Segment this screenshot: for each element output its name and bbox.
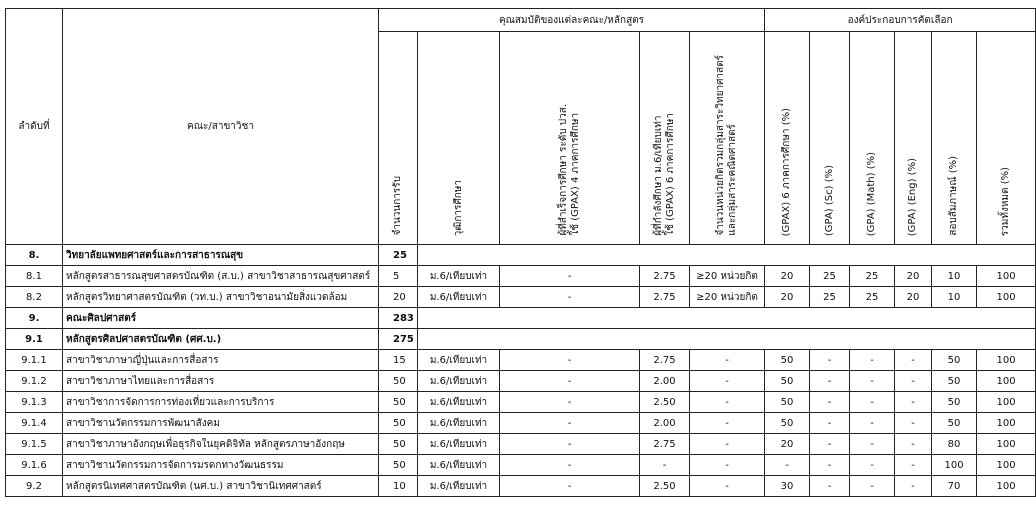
header-group-selection: องค์ประกอบการคัดเลือก (765, 9, 1036, 32)
row-number: 8. (6, 245, 63, 266)
row-m6-gpax: - (640, 455, 690, 476)
row-qualification: ม.6/เทียบเท่า (418, 287, 500, 308)
row-number: 9.1.6 (6, 455, 63, 476)
header-col-vocational-gpax: ผู้ที่สำเร็จการศึกษา ระดับ ปวส. ใช้ (GPAX) 4 ภาคการศึกษา (500, 32, 640, 245)
row-math-pct: - (850, 455, 895, 476)
row-m6-gpax: 2.00 (640, 371, 690, 392)
table-row (6, 455, 1036, 476)
row-number: 9.1.2 (6, 371, 63, 392)
header-col-interview-pct: สอบสัมภาษณ์ (%) (932, 32, 977, 245)
row-gpax-pct: 20 (765, 287, 810, 308)
row-sc-pct: 25 (810, 287, 850, 308)
header-col-m6-gpax: ผู้ที่กำลังศึกษา ม.6/เทียบเท่า ใช้ (GPAX) 6 ภาคการศึกษา (640, 32, 690, 245)
row-number: 8.1 (6, 266, 63, 287)
row-empty-span (418, 329, 1036, 350)
row-vocational-gpax: - (500, 392, 640, 413)
row-sc-pct: - (810, 413, 850, 434)
row-interview-pct: 10 (932, 287, 977, 308)
row-qualification: ม.6/เทียบเท่า (418, 371, 500, 392)
row-eng-pct: - (895, 434, 932, 455)
row-sc-pct: - (810, 434, 850, 455)
row-math-pct: - (850, 434, 895, 455)
row-vocational-gpax: - (500, 371, 640, 392)
row-math-pct: - (850, 350, 895, 371)
table-row (6, 245, 1036, 266)
row-faculty-name: สาขาวิชานวัตกรรมการพัฒนาสังคม (63, 413, 379, 434)
row-gpax-pct: 20 (765, 434, 810, 455)
row-faculty-name: สาขาวิชานวัตกรรมการจัดการมรดกทางวัฒนธรรม (63, 455, 379, 476)
row-faculty-name: หลักสูตรศิลปศาสตรบัณฑิต (ศศ.บ.) (63, 329, 379, 350)
row-m6-gpax: 2.50 (640, 392, 690, 413)
row-m6-gpax: 2.75 (640, 287, 690, 308)
row-quota: 20 (379, 287, 418, 308)
row-credits: - (690, 392, 765, 413)
row-vocational-gpax: - (500, 350, 640, 371)
row-faculty-name: วิทยาลัยแพทยศาสตร์และการสาธารณสุข (63, 245, 379, 266)
table-row (6, 392, 1036, 413)
row-interview-pct: 50 (932, 392, 977, 413)
row-quota: 25 (379, 245, 418, 266)
row-total-pct: 100 (977, 392, 1036, 413)
row-faculty-name: สาขาวิชาการจัดการการท่องเที่ยวและการบริการ (63, 392, 379, 413)
header-col-total-pct: รวมทั้งหมด (%) (977, 32, 1036, 245)
row-qualification: ม.6/เทียบเท่า (418, 266, 500, 287)
row-number: 9.1 (6, 329, 63, 350)
table-row (6, 266, 1036, 287)
header-col-qualification: วุฒิการศึกษา (418, 32, 500, 245)
row-gpax-pct: 50 (765, 371, 810, 392)
row-empty-span (418, 245, 1036, 266)
row-eng-pct: - (895, 455, 932, 476)
header-col-credits: จำนวนหน่วยกิตรวมกลุ่มสาระวิทยาศาสตร์ และกลุ่มสาระคณิตศาสตร์ (690, 32, 765, 245)
row-quota: 50 (379, 434, 418, 455)
row-number: 9.1.4 (6, 413, 63, 434)
row-interview-pct: 100 (932, 455, 977, 476)
row-number: 9.2 (6, 476, 63, 497)
row-qualification: ม.6/เทียบเท่า (418, 476, 500, 497)
row-total-pct: 100 (977, 434, 1036, 455)
row-total-pct: 100 (977, 476, 1036, 497)
row-quota: 283 (379, 308, 418, 329)
row-sc-pct: - (810, 350, 850, 371)
table-row (6, 350, 1036, 371)
row-interview-pct: 80 (932, 434, 977, 455)
row-credits: - (690, 434, 765, 455)
row-m6-gpax: 2.00 (640, 413, 690, 434)
row-m6-gpax: 2.75 (640, 266, 690, 287)
row-qualification: ม.6/เทียบเท่า (418, 392, 500, 413)
row-m6-gpax: 2.75 (640, 350, 690, 371)
row-eng-pct: - (895, 350, 932, 371)
row-qualification: ม.6/เทียบเท่า (418, 413, 500, 434)
row-gpax-pct: - (765, 455, 810, 476)
row-quota: 50 (379, 371, 418, 392)
row-number: 8.2 (6, 287, 63, 308)
row-faculty-name: สาขาวิชาภาษาอังกฤษเพื่อธุรกิจในยุคดิจิทัล หลักสูตรภาษาอังกฤษ (63, 434, 379, 455)
admission-table-container (5, 8, 1016, 497)
row-interview-pct: 50 (932, 371, 977, 392)
row-number: 9.1.3 (6, 392, 63, 413)
row-interview-pct: 70 (932, 476, 977, 497)
row-quota: 5 (379, 266, 418, 287)
row-credits: ≥20 หน่วยกิต (690, 266, 765, 287)
row-quota: 10 (379, 476, 418, 497)
row-faculty-name: หลักสูตรสาธารณสุขศาสตรบัณฑิต (ส.บ.) สาขาวิชาสาธารณสุขศาสตร์ (63, 266, 379, 287)
row-quota: 50 (379, 413, 418, 434)
row-total-pct: 100 (977, 266, 1036, 287)
header-col-sc-pct: (GPA) (Sc) (%) (810, 32, 850, 245)
header-faculty: คณะ/สาขาวิชา (63, 9, 379, 245)
row-empty-span (418, 308, 1036, 329)
row-quota: 15 (379, 350, 418, 371)
row-m6-gpax: 2.75 (640, 434, 690, 455)
row-credits: - (690, 476, 765, 497)
row-sc-pct: - (810, 476, 850, 497)
row-total-pct: 100 (977, 455, 1036, 476)
row-math-pct: - (850, 413, 895, 434)
row-number: 9.1.1 (6, 350, 63, 371)
row-gpax-pct: 30 (765, 476, 810, 497)
row-gpax-pct: 50 (765, 392, 810, 413)
header-no: ลำดับที่ (6, 9, 63, 245)
row-interview-pct: 50 (932, 350, 977, 371)
row-credits: - (690, 455, 765, 476)
row-credits: - (690, 350, 765, 371)
row-eng-pct: 20 (895, 287, 932, 308)
row-eng-pct: - (895, 476, 932, 497)
header-col-gpax-pct: (GPAX) 6 ภาคการศึกษา (%) (765, 32, 810, 245)
table-row (6, 287, 1036, 308)
table-row (6, 329, 1036, 350)
row-interview-pct: 50 (932, 413, 977, 434)
row-sc-pct: - (810, 455, 850, 476)
row-m6-gpax: 2.50 (640, 476, 690, 497)
row-quota: 50 (379, 455, 418, 476)
row-faculty-name: หลักสูตรนิเทศศาสตรบัณฑิต (นศ.บ.) สาขาวิชานิเทศศาสตร์ (63, 476, 379, 497)
row-vocational-gpax: - (500, 287, 640, 308)
row-eng-pct: 20 (895, 266, 932, 287)
row-credits: ≥20 หน่วยกิต (690, 287, 765, 308)
row-sc-pct: 25 (810, 266, 850, 287)
row-vocational-gpax: - (500, 413, 640, 434)
table-row (6, 371, 1036, 392)
row-quota: 275 (379, 329, 418, 350)
row-total-pct: 100 (977, 350, 1036, 371)
row-credits: - (690, 371, 765, 392)
row-faculty-name: สาขาวิชาภาษาญี่ปุ่นและการสื่อสาร (63, 350, 379, 371)
row-eng-pct: - (895, 413, 932, 434)
row-math-pct: - (850, 392, 895, 413)
row-math-pct: 25 (850, 287, 895, 308)
row-total-pct: 100 (977, 371, 1036, 392)
table-row (6, 434, 1036, 455)
row-faculty-name: สาขาวิชาภาษาไทยและการสื่อสาร (63, 371, 379, 392)
row-sc-pct: - (810, 371, 850, 392)
table-row (6, 476, 1036, 497)
admission-table (5, 8, 1036, 497)
row-number: 9. (6, 308, 63, 329)
table-row (6, 413, 1036, 434)
row-eng-pct: - (895, 371, 932, 392)
row-credits: - (690, 413, 765, 434)
row-sc-pct: - (810, 392, 850, 413)
row-math-pct: - (850, 371, 895, 392)
row-vocational-gpax: - (500, 476, 640, 497)
table-body (6, 245, 1036, 497)
row-interview-pct: 10 (932, 266, 977, 287)
row-gpax-pct: 20 (765, 266, 810, 287)
header-group-qualifications: คุณสมบัติของแต่ละคณะ/หลักสูตร (379, 9, 765, 32)
row-eng-pct: - (895, 392, 932, 413)
row-quota: 50 (379, 392, 418, 413)
row-math-pct: 25 (850, 266, 895, 287)
row-faculty-name: หลักสูตรวิทยาศาสตรบัณฑิต (วท.บ.) สาขาวิชาอนามัยสิ่งแวดล้อม (63, 287, 379, 308)
row-total-pct: 100 (977, 413, 1036, 434)
row-number: 9.1.5 (6, 434, 63, 455)
row-qualification: ม.6/เทียบเท่า (418, 434, 500, 455)
row-vocational-gpax: - (500, 434, 640, 455)
row-qualification: ม.6/เทียบเท่า (418, 455, 500, 476)
table-row (6, 308, 1036, 329)
header-col-math-pct: (GPA) (Math) (%) (850, 32, 895, 245)
row-gpax-pct: 50 (765, 350, 810, 371)
row-vocational-gpax: - (500, 455, 640, 476)
row-qualification: ม.6/เทียบเท่า (418, 350, 500, 371)
header-col-quota: จำนวนการรับ (379, 32, 418, 245)
row-math-pct: - (850, 476, 895, 497)
row-vocational-gpax: - (500, 266, 640, 287)
header-col-eng-pct: (GPA) (Eng) (%) (895, 32, 932, 245)
row-total-pct: 100 (977, 287, 1036, 308)
row-gpax-pct: 50 (765, 413, 810, 434)
row-faculty-name: คณะศิลปศาสตร์ (63, 308, 379, 329)
